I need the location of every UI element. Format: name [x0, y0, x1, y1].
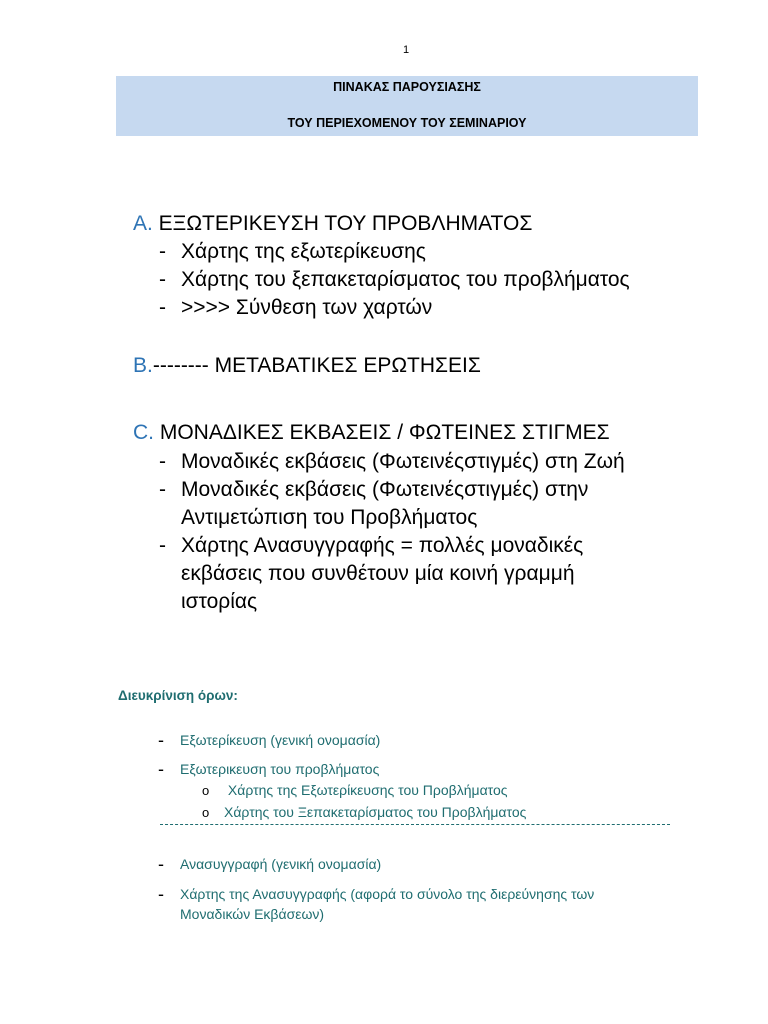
list-item-continuation: ιστορίας — [181, 590, 258, 613]
dash-marker: - — [158, 884, 164, 904]
section-letter: A. — [133, 212, 153, 235]
list-item — [159, 532, 583, 616]
title-line-2: ΤΟΥ ΠΕΡΙΕΧΟΜΕΝΟΥ ΤΟΥ ΣΕΜΙΝΑΡΙΟΥ — [287, 116, 527, 130]
list-item — [159, 476, 588, 532]
terms-heading: Διευκρίνιση όρων: — [118, 688, 238, 703]
dashed-divider — [160, 824, 670, 825]
dash-marker: - — [159, 296, 166, 319]
subitem-text: Χάρτης της Εξωτερίκευσης του Προβλήματος — [224, 782, 508, 798]
section-letter: C. — [133, 421, 154, 444]
title-banner — [116, 76, 698, 136]
term-text: Εξωτερικευση του προβλήματος — [180, 761, 380, 777]
section-title: ΕΞΩΤΕΡΙΚΕΥΣΗ ΤΟΥ ΠΡΟΒΛΗΜΑΤΟΣ — [152, 212, 533, 235]
dash-marker: - — [159, 534, 166, 557]
circle-bullet: o — [202, 783, 210, 798]
list-item-text: Μοναδικές εκβάσεις (Φωτεινέςστιγμές) στη Ζωή — [181, 450, 625, 473]
term-item — [158, 759, 379, 779]
list-item-text: Μοναδικές εκβάσεις (Φωτεινέςστιγμές) στην — [181, 478, 589, 501]
title-line-1: ΠΙΝΑΚΑΣ ΠΑΡΟΥΣΙΑΣΗΣ — [333, 80, 481, 94]
term-text: Ανασυγγραφή (γενική ονομασία) — [180, 856, 382, 872]
section-b-heading — [133, 352, 481, 380]
dash-marker: - — [159, 450, 166, 473]
dash-marker: - — [158, 730, 164, 750]
section-title: -------- ΜΕΤΑΒΑΤΙΚΕΣ ΕΡΩΤΗΣΕΙΣ — [152, 354, 481, 377]
circle-bullet: o — [202, 805, 210, 820]
list-item — [159, 448, 625, 476]
list-item-continuation: εκβάσεις που συνθέτουν μία κοινή γραμμή — [181, 562, 575, 585]
term-item — [158, 730, 380, 750]
section-a-heading — [133, 210, 532, 238]
dash-marker: - — [158, 759, 164, 779]
dash-marker: - — [158, 854, 164, 874]
list-item-text: >>>> Σύνθεση των χαρτών — [181, 296, 433, 319]
list-item — [159, 266, 630, 294]
term-continuation: Μοναδικών Εκβάσεων) — [180, 906, 325, 922]
section-title: ΜΟΝΑΔΙΚΕΣ ΕΚΒΑΣΕΙΣ / ΦΩΤΕΙΝΕΣ ΣΤΙΓΜΕΣ — [154, 421, 610, 444]
section-letter: B. — [133, 354, 153, 377]
page-number: 1 — [402, 44, 410, 56]
list-item-text: Χάρτης της εξωτερίκευσης — [181, 240, 426, 263]
term-item — [158, 884, 594, 924]
term-text: Χάρτης της Ανασυγγραφής (αφορά το σύνολο της διερεύνησης των — [180, 886, 595, 902]
list-item — [159, 294, 432, 322]
dash-marker: - — [159, 240, 166, 263]
term-subitem — [202, 780, 508, 801]
term-text: Εξωτερίκευση (γενική ονομασία) — [180, 732, 381, 748]
term-item — [158, 854, 381, 874]
list-item-text: Χάρτης του ξεπακεταρίσματος του προβλήματος — [181, 268, 630, 291]
list-item-continuation: Αντιμετώπιση του Προβλήματος — [181, 506, 478, 529]
subitem-text: Χάρτης του Ξεπακεταρίσματος του Προβλήματος — [224, 804, 527, 820]
section-c-heading — [133, 419, 610, 447]
list-item-text: Χάρτης Ανασυγγραφής = πολλές μοναδικές — [181, 534, 584, 557]
dash-marker: - — [159, 478, 166, 501]
list-item — [159, 238, 426, 266]
dash-marker: - — [159, 268, 166, 291]
term-subitem — [202, 802, 526, 823]
